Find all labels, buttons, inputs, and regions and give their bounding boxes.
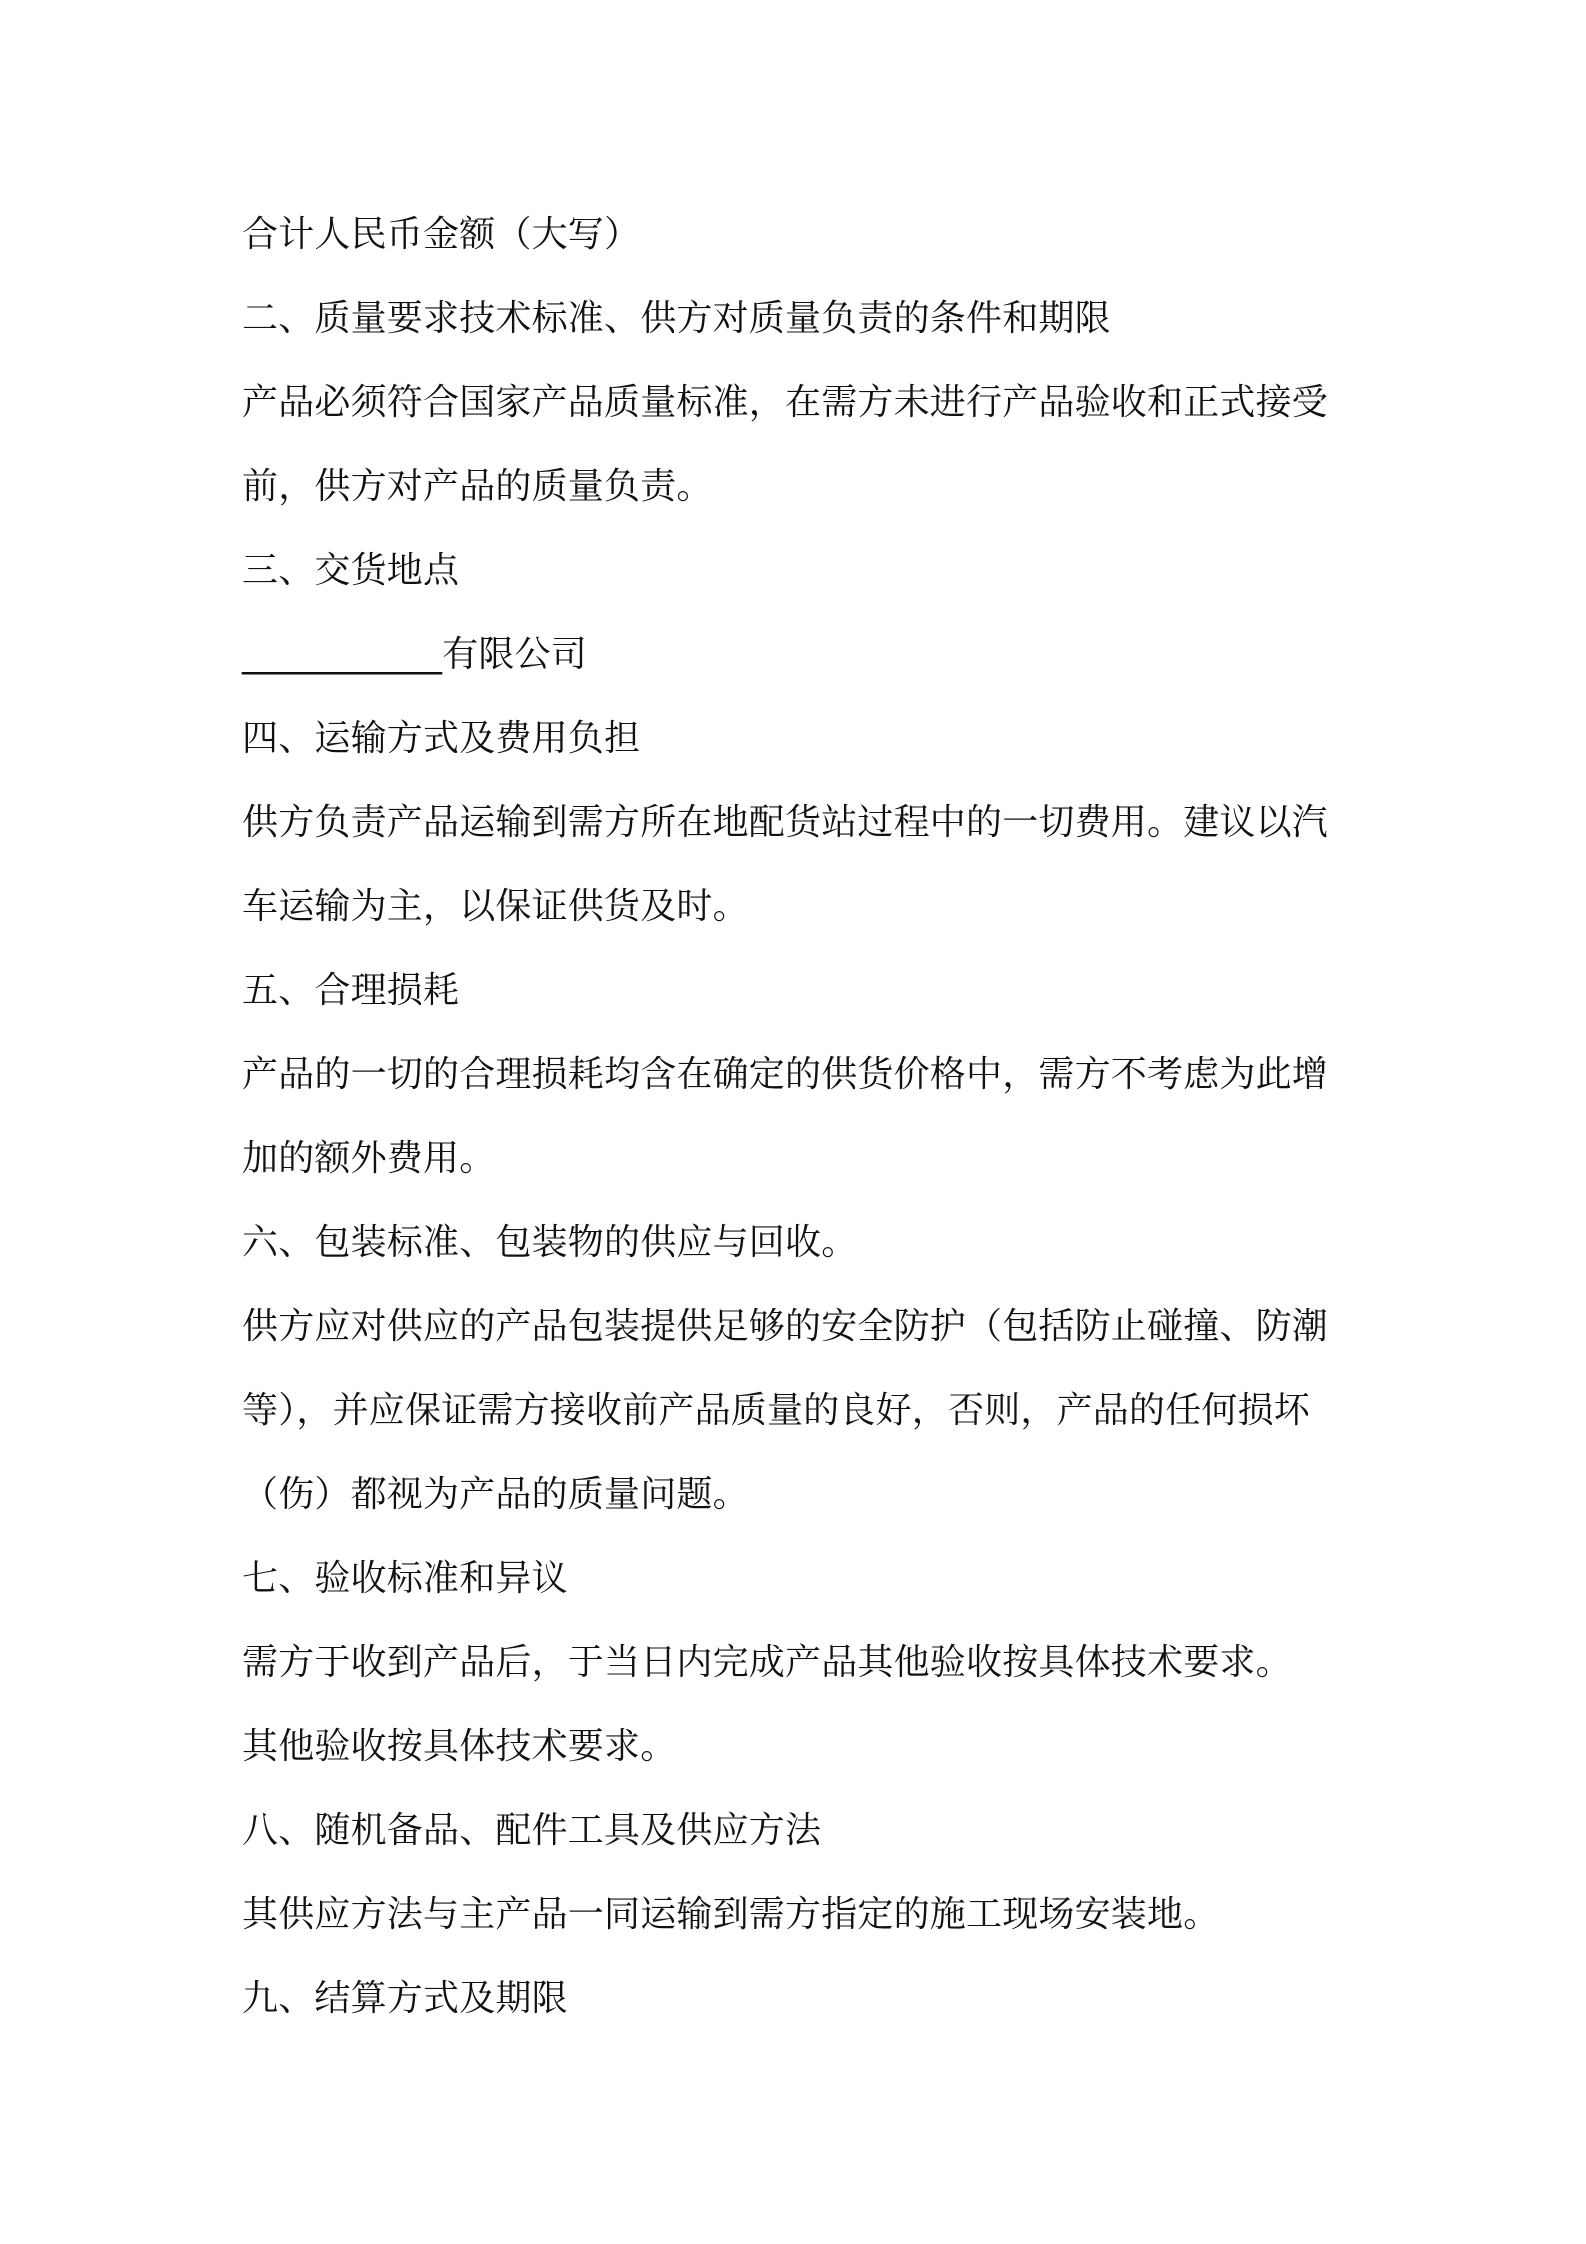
paragraph-line: 车运输为主，以保证供货及时。 bbox=[242, 886, 749, 927]
section-heading-spare-parts: 八、随机备品、配件工具及供应方法 bbox=[242, 1810, 822, 1851]
paragraph-line: 供方应对供应的产品包装提供足够的安全防护（包括防止碰撞、防潮 bbox=[242, 1306, 1329, 1347]
paragraph-line: 供方负责产品运输到需方所在地配货站过程中的一切费用。建议以汽 bbox=[242, 802, 1329, 843]
section-heading-acceptance: 七、验收标准和异议 bbox=[242, 1558, 568, 1599]
paragraph-line: （伤）都视为产品的质量问题。 bbox=[242, 1474, 749, 1515]
contract-body bbox=[242, 193, 1372, 2041]
paragraph-line: 其供应方法与主产品一同运输到需方指定的施工现场安装地。 bbox=[242, 1894, 1220, 1935]
paragraph-line: 加的额外费用。 bbox=[242, 1138, 496, 1179]
paragraph-line: 产品的一切的合理损耗均含在确定的供货价格中，需方不考虑为此增 bbox=[242, 1054, 1329, 1095]
section-heading-settlement: 九、结算方式及期限 bbox=[242, 1978, 568, 2019]
section-heading-packaging: 六、包装标准、包装物的供应与回收。 bbox=[242, 1222, 858, 1263]
paragraph-line: 产品必须符合国家产品质量标准，在需方未进行产品验收和正式接受 bbox=[242, 382, 1329, 423]
section-heading-quality: 二、质量要求技术标准、供方对质量负责的条件和期限 bbox=[242, 298, 1111, 339]
section-heading-loss: 五、合理损耗 bbox=[242, 970, 460, 1011]
section-heading-transport: 四、运输方式及费用负担 bbox=[242, 718, 641, 759]
total-amount-line: 合计人民币金额（大写） bbox=[242, 214, 641, 255]
section-heading-delivery-location: 三、交货地点 bbox=[242, 550, 460, 591]
paragraph-line: 等），并应保证需方接收前产品质量的良好，否则，产品的任何损坏 bbox=[242, 1390, 1311, 1431]
paragraph-line: 其他验收按具体技术要求。 bbox=[242, 1726, 677, 1767]
paragraph-line: 需方于收到产品后，于当日内完成产品其他验收按具体技术要求。 bbox=[242, 1642, 1292, 1683]
paragraph-line: 前，供方对产品的质量负责。 bbox=[242, 466, 713, 507]
company-blank-line: ___________有限公司 bbox=[242, 634, 587, 675]
